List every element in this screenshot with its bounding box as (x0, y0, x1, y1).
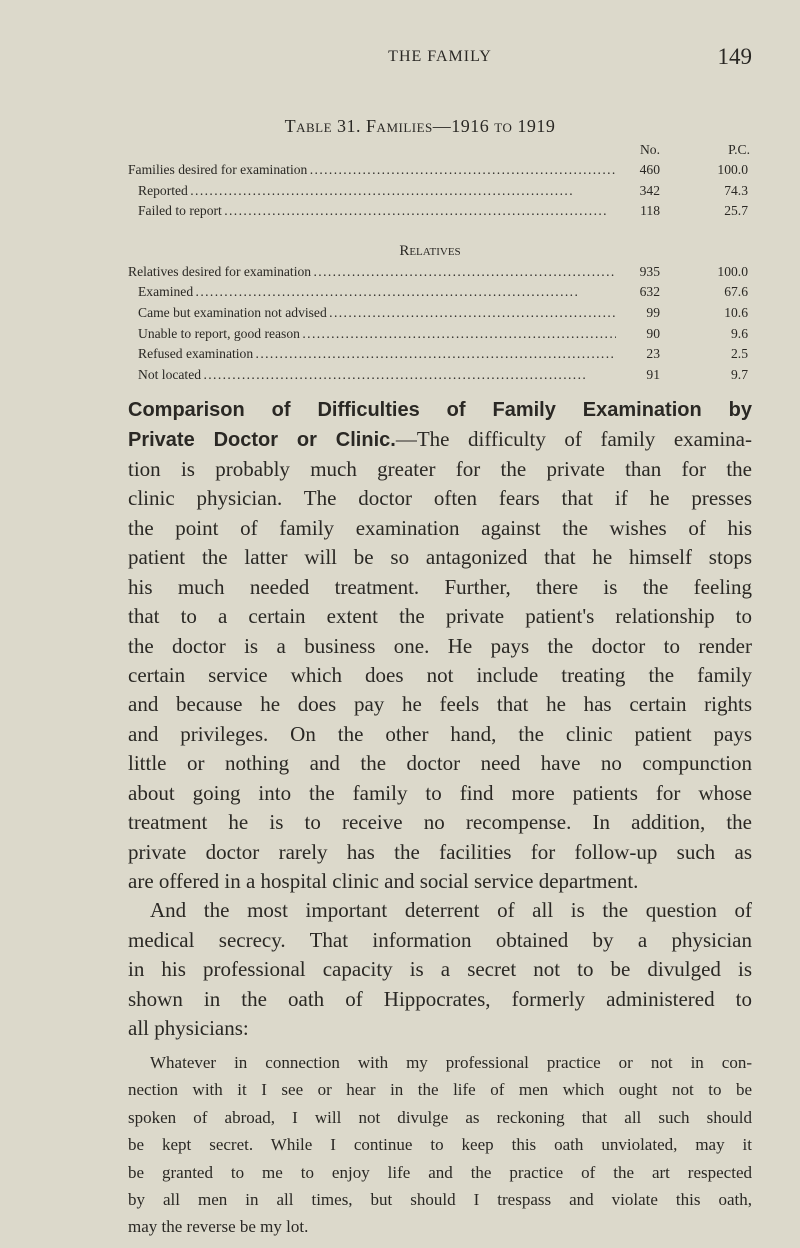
row-label: Came but examination not advised . . . (128, 303, 616, 324)
row-label: Not located . . . (128, 365, 616, 386)
quote-line: Whatever in connection with my professional practice or not in con- (150, 1053, 752, 1072)
row-percent: 9.7 (731, 366, 748, 382)
body-line: about going into the family to find more patients for whose (128, 780, 752, 805)
row-number: 91 (646, 366, 660, 382)
body-line: little or nothing and the doctor need have no compunction (128, 751, 752, 776)
row-percent: 67.6 (724, 284, 748, 300)
table-row (128, 324, 752, 345)
table-title: Table 31. Families—1916 to 1919 (284, 116, 556, 136)
page-number: 149 (717, 44, 752, 69)
row-percent: 100.0 (717, 162, 748, 177)
table-row (128, 365, 752, 386)
quote-line: be granted to me to enjoy life and the practice of the art respected (128, 1162, 752, 1182)
body-line: shown in the oath of Hippocrates, formerly administered to (128, 986, 752, 1011)
row-label: Relatives desired for examination . . . (128, 262, 616, 283)
quote-line: by all men in all times, but should I trespass and violate this oath, (128, 1189, 752, 1209)
row-label: Failed to report . . . (128, 201, 616, 222)
body-line (128, 425, 752, 454)
body-line: And the most important deterrent of all is the question of (150, 898, 752, 923)
section-heading-continued: Private Doctor or Clinic. (128, 429, 396, 452)
body-paragraph (128, 396, 752, 1044)
column-header-pc: P.C. (728, 142, 750, 157)
table-row (128, 160, 752, 181)
body-line: his much needed treatment. Further, there is the feeling (128, 574, 752, 599)
body-line: the point of family examination against the wishes of his (128, 515, 752, 540)
row-label: Reported . . . (128, 181, 616, 202)
row-number: 460 (639, 162, 660, 177)
relatives-rows (128, 262, 752, 386)
body-line: that to a certain extent the private patient's relationship to (128, 604, 752, 629)
quote-line: nection with it I see or hear in the life of men which ought not to be (128, 1080, 752, 1100)
table-31 (128, 116, 752, 385)
body-text: —The difficulty of family examina- (395, 427, 752, 452)
families-rows (128, 160, 752, 222)
body-line: patient the latter will be so antagonized that he himself stops (128, 545, 752, 570)
body-line: treatment he is to receive no recompense. In addition, the (128, 810, 752, 835)
section-heading: Comparison of Difficulties of Family Examination by (128, 399, 752, 421)
body-line: the doctor is a business one. He pays the doctor to render (128, 633, 752, 658)
table-row (128, 201, 752, 222)
row-number: 342 (639, 182, 660, 198)
body-line: clinic physician. The doctor often fears that if he presses (128, 486, 752, 511)
row-label: Families desired for examination . . . (128, 160, 616, 181)
row-percent: 74.3 (724, 182, 748, 198)
relatives-heading: Relatives (399, 242, 461, 259)
column-header-no: No. (639, 142, 660, 157)
row-label: Unable to report, good reason . . . (128, 324, 616, 345)
table-row (128, 181, 752, 202)
row-percent: 10.6 (724, 304, 748, 320)
table-row (128, 303, 752, 324)
body-line: and because he does pay he feels that he has certain rights (128, 692, 752, 717)
table-row (128, 262, 752, 283)
body-line: private doctor rarely has the facilities for follow-up such as (128, 839, 752, 864)
row-percent: 100.0 (717, 263, 748, 279)
body-line: all physicians: (128, 1016, 249, 1041)
body-line: medical secrecy. That information obtained by a physician (128, 927, 752, 952)
quote-line: spoken of abroad, I will not divulge as reckoning that all such should (128, 1107, 752, 1127)
quote-line: be kept secret. While I continue to keep this oath unviolated, may it (128, 1135, 752, 1155)
row-percent: 2.5 (731, 346, 748, 362)
row-number: 23 (646, 346, 660, 362)
running-head (128, 44, 752, 74)
body-line: tion is probably much greater for the private than for the (128, 456, 752, 481)
body-line: certain service which does not include treating the family (128, 662, 752, 687)
row-number: 99 (646, 304, 660, 320)
row-number: 935 (639, 263, 660, 279)
row-percent: 9.6 (731, 325, 748, 341)
table-header (128, 140, 752, 160)
body-line: and privileges. On the other hand, the clinic patient pays (128, 721, 752, 746)
quote-line: may the reverse be my lot. (128, 1217, 309, 1237)
running-head-title: THE FAMILY (388, 48, 492, 65)
row-percent: 25.7 (724, 203, 748, 219)
row-label: Refused examination . . . (128, 344, 616, 365)
table-row (128, 282, 752, 303)
hippocratic-oath-quote (128, 1049, 752, 1241)
body-line: in his professional capacity is a secret not to be divulged is (128, 957, 752, 982)
table-row (128, 344, 752, 365)
body-line: are offered in a hospital clinic and social service department. (128, 869, 639, 893)
row-label: Examined . . . (128, 282, 616, 303)
row-number: 632 (639, 284, 660, 300)
row-number: 118 (640, 203, 660, 219)
row-number: 90 (646, 325, 660, 341)
